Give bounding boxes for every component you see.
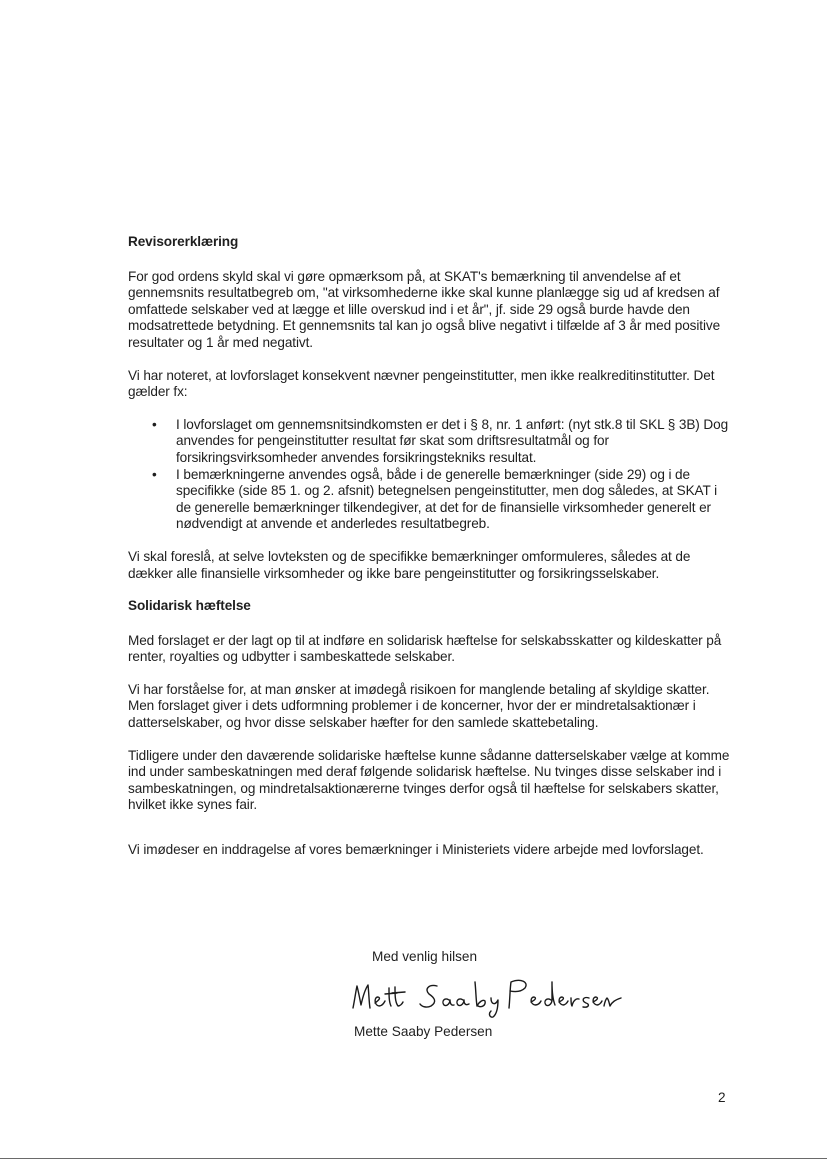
heading-solidarisk-haeftelse: Solidarisk hæftelse: [128, 598, 251, 614]
paragraph-revisor-3: Vi skal foreslå, at selve lovteksten og de specifikke bemærkninger omformuleres, således at de dækker alle finansielle virksomheder og ikke bare pengeinstitutter og forsikringsselskaber.: [128, 548, 691, 581]
paragraph-revisor-1: For god ordens skyld skal vi gøre opmærksom på, at SKAT's bemærkning til anvendelse af et gennemsnits resultatbegreb om, "at virksomhederne ikke skal kunne planlægge sig ud af kredsen af omfattede selskaber ved at lægge et lille overskud ind i et år", jf. side 29 også burde havde den modsatrettede betydning. Et gennemsnits tal kan jo også blive negativt i tilfælde af 3 år med positive resultater og 1 år med negativt.: [128, 268, 721, 350]
heading-revisorerklaering: Revisorerklæring: [128, 234, 239, 249]
list-item: [152, 416, 730, 467]
signer-name: Mette Saaby Pedersen: [354, 1024, 493, 1039]
closing-greeting: Med venlig hilsen: [372, 949, 478, 964]
list-item: [152, 466, 730, 533]
list-item-text: I lovforslaget om gennemsnitsindkomsten er det i § 8, nr. 1 anført: (nyt stk.8 til SKL § 3B) Dog anvendes for pengeinstitutter resultat før skat som driftsresultatmål og for forsikringsvirksomheder anvendes forsikringstekniks resultat.: [176, 416, 729, 465]
bullet-list: [128, 417, 730, 533]
letter-body: [128, 234, 730, 875]
paragraph-solidarisk-2: Vi har forståelse for, at man ønsker at imødegå risikoen for manglende betaling af skyldige skatter. Men forslaget giver i dets udformning problemer i de koncerner, hvor der er mindretalsaktionær i datterselskaber, og hvor disse selskaber hæfter for den samlede skattebetaling.: [128, 681, 710, 731]
handwritten-signature: [345, 972, 625, 1020]
paragraph-solidarisk-3: Tidligere under den daværende solidariske hæftelse kunne sådanne datterselskaber vælge at komme ind under sambeskatningen med deraf følgende solidarisk hæftelse. Nu tvinges disse selskaber ind i sambeskatningen, og mindretalsaktionærerne tvinges derfor også til hæftelse for selskabers skatter, hvilket ikke synes fair.: [128, 747, 730, 813]
paragraph-solidarisk-4: Vi imødeser en inddragelse af vores bemærkninger i Ministeriets videre arbejde med lovforslaget.: [128, 842, 704, 858]
page-number: 2: [718, 1090, 726, 1105]
paragraph-solidarisk-1: Med forslaget er der lagt op til at indføre en solidarisk hæftelse for selskabsskatter og kildeskatter på renter, royalties og udbytter i sambeskattede selskaber.: [128, 632, 722, 665]
bullet-icon: •: [152, 466, 157, 482]
bullet-icon: •: [152, 416, 157, 432]
paragraph-revisor-2: Vi har noteret, at lovforslaget konsekvent nævner pengeinstitutter, men ikke realkreditinstitutter. Det gælder fx:: [128, 367, 715, 400]
list-item-text: I bemærkningerne anvendes også, både i de generelle bemærkninger (side 29) og i de specifikke (side 85 1. og 2. afsnit) betegnelsen pengeinstitutter, men dog således, at SKAT i de generelle bemærkninger tilkendegiver, at det for de finansielle virksomheder generelt er nødvendigt at anvende et anderledes resultatbegreb.: [176, 466, 718, 532]
footer-divider: [0, 1158, 827, 1159]
